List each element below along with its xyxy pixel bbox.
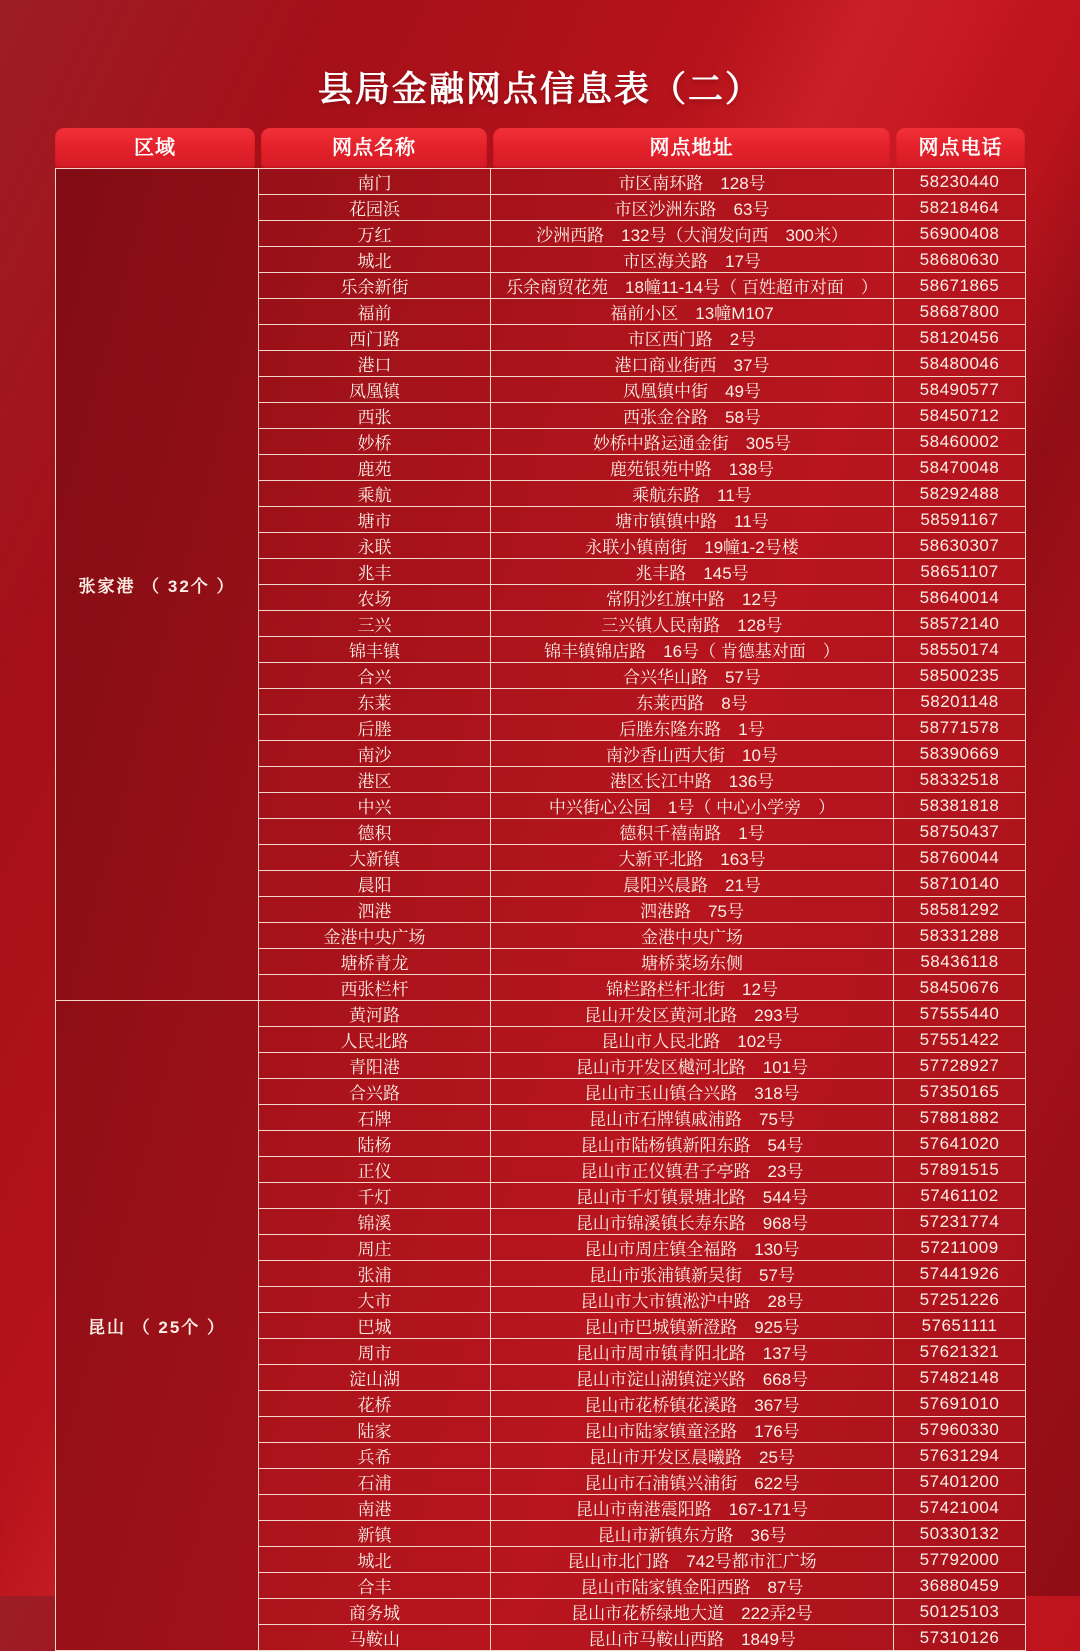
branch-name-cell: 永联 (259, 533, 491, 559)
header-branch-name: 网点名称 (261, 128, 487, 168)
branch-name-cell: 城北 (259, 247, 491, 273)
branch-address-cell: 中兴街心公园 1号（ 中心小学旁 ） (491, 793, 894, 819)
branch-phone-cell: 58581292 (894, 897, 1026, 923)
branch-address-cell: 乐余商贸花苑 18幢11-14号（ 百姓超市对面 ） (491, 273, 894, 299)
branch-name-cell: 千灯 (259, 1183, 491, 1209)
branch-name-cell: 石浦 (259, 1469, 491, 1495)
branch-phone-cell: 58500235 (894, 663, 1026, 689)
branch-phone-cell: 58760044 (894, 845, 1026, 871)
branch-phone-cell: 57621321 (894, 1339, 1026, 1365)
branch-name-cell: 兆丰 (259, 559, 491, 585)
branch-name-cell: 花园浜 (259, 195, 491, 221)
branch-phone-cell: 50125103 (894, 1599, 1026, 1625)
branch-phone-cell: 57231774 (894, 1209, 1026, 1235)
branch-info-table (55, 128, 1025, 1651)
branch-name-cell: 城北 (259, 1547, 491, 1573)
branch-name-cell: 港口 (259, 351, 491, 377)
branch-name-cell: 合丰 (259, 1573, 491, 1599)
branch-name-cell: 塘桥青龙 (259, 949, 491, 975)
branch-phone-cell: 58436118 (894, 949, 1026, 975)
branch-address-cell: 昆山市正仪镇君子亭路 23号 (491, 1157, 894, 1183)
branch-name-cell: 合兴路 (259, 1079, 491, 1105)
branch-address-cell: 市区海关路 17号 (491, 247, 894, 273)
branch-address-cell: 妙桥中路运通金街 305号 (491, 429, 894, 455)
branch-phone-cell: 58332518 (894, 767, 1026, 793)
branch-address-cell: 昆山市人民北路 102号 (491, 1027, 894, 1053)
branch-name-cell: 周市 (259, 1339, 491, 1365)
branch-address-cell: 东莱西路 8号 (491, 689, 894, 715)
branch-phone-cell: 57960330 (894, 1417, 1026, 1443)
branch-address-cell: 港区长江中路 136号 (491, 767, 894, 793)
branch-name-cell: 马鞍山 (259, 1625, 491, 1651)
header-branch-address: 网点地址 (493, 128, 890, 168)
branch-name-cell: 南门 (259, 169, 491, 195)
branch-address-cell: 泗港路 75号 (491, 897, 894, 923)
branch-phone-cell: 36880459 (894, 1573, 1026, 1599)
branch-phone-cell: 58292488 (894, 481, 1026, 507)
branch-address-cell: 大新平北路 163号 (491, 845, 894, 871)
branch-name-cell: 德积 (259, 819, 491, 845)
branch-address-cell: 塘市镇镇中路 11号 (491, 507, 894, 533)
region-cell: 张家港 （ 32个 ） (56, 169, 259, 1001)
branch-name-cell: 泗港 (259, 897, 491, 923)
branch-name-cell: 凤凰镇 (259, 377, 491, 403)
branch-name-cell: 合兴 (259, 663, 491, 689)
branch-address-cell: 昆山市淀山湖镇淀兴路 668号 (491, 1365, 894, 1391)
branch-address-cell: 昆山市周市镇青阳北路 137号 (491, 1339, 894, 1365)
branch-phone-cell: 58771578 (894, 715, 1026, 741)
branch-address-cell: 昆山市张浦镇新吴街 57号 (491, 1261, 894, 1287)
branch-name-cell: 东莱 (259, 689, 491, 715)
branch-name-cell: 中兴 (259, 793, 491, 819)
branch-name-cell: 乘航 (259, 481, 491, 507)
branch-phone-cell: 58671865 (894, 273, 1026, 299)
branch-address-cell: 乘航东路 11号 (491, 481, 894, 507)
branch-phone-cell: 58710140 (894, 871, 1026, 897)
page-title: 县局金融网点信息表（二） (317, 70, 762, 109)
branch-name-cell: 南沙 (259, 741, 491, 767)
header-region: 区域 (55, 128, 255, 168)
branch-name-cell: 青阳港 (259, 1053, 491, 1079)
branch-address-cell: 昆山市锦溪镇长寿东路 968号 (491, 1209, 894, 1235)
branch-name-cell: 巴城 (259, 1313, 491, 1339)
branch-name-cell: 鹿苑 (259, 455, 491, 481)
branch-name-cell: 农场 (259, 585, 491, 611)
branch-name-cell: 正仪 (259, 1157, 491, 1183)
branch-address-cell: 南沙香山西大街 10号 (491, 741, 894, 767)
branch-address-cell: 三兴镇人民南路 128号 (491, 611, 894, 637)
branch-address-cell: 昆山市开发区晨曦路 25号 (491, 1443, 894, 1469)
branch-address-cell: 常阴沙红旗中路 12号 (491, 585, 894, 611)
branch-address-cell: 德积千禧南路 1号 (491, 819, 894, 845)
branch-name-cell: 乐余新街 (259, 273, 491, 299)
branch-name-cell: 淀山湖 (259, 1365, 491, 1391)
branch-address-cell: 晨阳兴晨路 21号 (491, 871, 894, 897)
branch-phone-cell: 57641020 (894, 1131, 1026, 1157)
branch-phone-cell: 58572140 (894, 611, 1026, 637)
table-row (56, 169, 1026, 195)
branch-name-cell: 周庄 (259, 1235, 491, 1261)
branch-phone-cell: 57728927 (894, 1053, 1026, 1079)
branch-address-cell: 沙洲西路 132号（大润发向西 300米） (491, 221, 894, 247)
branch-address-cell: 昆山市开发区樾河北路 101号 (491, 1053, 894, 1079)
table-grid (55, 168, 1026, 1651)
branch-phone-cell: 57251226 (894, 1287, 1026, 1313)
branch-phone-cell: 57310126 (894, 1625, 1026, 1651)
branch-name-cell: 商务城 (259, 1599, 491, 1625)
branch-name-cell: 西张栏杆 (259, 975, 491, 1001)
branch-address-cell: 昆山市南港震阳路 167-171号 (491, 1495, 894, 1521)
branch-address-cell: 市区西门路 2号 (491, 325, 894, 351)
branch-address-cell: 塘桥菜场东侧 (491, 949, 894, 975)
branch-phone-cell: 58450712 (894, 403, 1026, 429)
branch-phone-cell: 58651107 (894, 559, 1026, 585)
branch-address-cell: 市区南环路 128号 (491, 169, 894, 195)
branch-address-cell: 昆山市千灯镇景塘北路 544号 (491, 1183, 894, 1209)
branch-phone-cell: 58750437 (894, 819, 1026, 845)
branch-name-cell: 塘市 (259, 507, 491, 533)
branch-address-cell: 昆山市石牌镇戚浦路 75号 (491, 1105, 894, 1131)
table-row (56, 1001, 1026, 1027)
branch-name-cell: 南港 (259, 1495, 491, 1521)
branch-name-cell: 西张 (259, 403, 491, 429)
branch-phone-cell: 58230440 (894, 169, 1026, 195)
branch-name-cell: 新镇 (259, 1521, 491, 1547)
branch-name-cell: 万红 (259, 221, 491, 247)
branch-phone-cell: 57211009 (894, 1235, 1026, 1261)
branch-phone-cell: 58550174 (894, 637, 1026, 663)
branch-phone-cell: 57631294 (894, 1443, 1026, 1469)
branch-phone-cell: 57482148 (894, 1365, 1026, 1391)
table-header-row (55, 128, 1025, 168)
branch-phone-cell: 57881882 (894, 1105, 1026, 1131)
branch-phone-cell: 57401200 (894, 1469, 1026, 1495)
branch-phone-cell: 58450676 (894, 975, 1026, 1001)
branch-name-cell: 后塍 (259, 715, 491, 741)
branch-phone-cell: 58480046 (894, 351, 1026, 377)
branch-address-cell: 合兴华山路 57号 (491, 663, 894, 689)
branch-phone-cell: 57421004 (894, 1495, 1026, 1521)
header-branch-phone: 网点电话 (896, 128, 1025, 168)
branch-phone-cell: 57441926 (894, 1261, 1026, 1287)
branch-address-cell: 后塍东隆东路 1号 (491, 715, 894, 741)
branch-phone-cell: 58470048 (894, 455, 1026, 481)
branch-address-cell: 永联小镇南街 19幢1-2号楼 (491, 533, 894, 559)
branch-phone-cell: 58490577 (894, 377, 1026, 403)
branch-name-cell: 港区 (259, 767, 491, 793)
branch-name-cell: 陆家 (259, 1417, 491, 1443)
branch-phone-cell: 57691010 (894, 1391, 1026, 1417)
branch-address-cell: 凤凰镇中街 49号 (491, 377, 894, 403)
branch-name-cell: 人民北路 (259, 1027, 491, 1053)
branch-name-cell: 锦溪 (259, 1209, 491, 1235)
branch-name-cell: 石牌 (259, 1105, 491, 1131)
branch-name-cell: 大市 (259, 1287, 491, 1313)
branch-phone-cell: 58630307 (894, 533, 1026, 559)
branch-name-cell: 兵希 (259, 1443, 491, 1469)
branch-phone-cell: 58680630 (894, 247, 1026, 273)
branch-address-cell: 市区沙洲东路 63号 (491, 195, 894, 221)
branch-address-cell: 昆山市花桥绿地大道 222弄2号 (491, 1599, 894, 1625)
branch-address-cell: 昆山市新镇东方路 36号 (491, 1521, 894, 1547)
branch-phone-cell: 58390669 (894, 741, 1026, 767)
branch-name-cell: 西门路 (259, 325, 491, 351)
branch-phone-cell: 58381818 (894, 793, 1026, 819)
branch-phone-cell: 58120456 (894, 325, 1026, 351)
branch-address-cell: 金港中央广场 (491, 923, 894, 949)
branch-name-cell: 花桥 (259, 1391, 491, 1417)
branch-phone-cell: 57555440 (894, 1001, 1026, 1027)
branch-name-cell: 张浦 (259, 1261, 491, 1287)
branch-name-cell: 锦丰镇 (259, 637, 491, 663)
branch-address-cell: 昆山市大市镇淞沪中路 28号 (491, 1287, 894, 1313)
branch-address-cell: 昆山市马鞍山西路 1849号 (491, 1625, 894, 1651)
branch-phone-cell: 56900408 (894, 221, 1026, 247)
branch-address-cell: 昆山开发区黄河北路 293号 (491, 1001, 894, 1027)
region-cell: 昆山 （ 25个 ） (56, 1001, 259, 1651)
branch-address-cell: 锦栏路栏杆北街 12号 (491, 975, 894, 1001)
branch-phone-cell: 57461102 (894, 1183, 1026, 1209)
branch-phone-cell: 58591167 (894, 507, 1026, 533)
branch-address-cell: 昆山市陆家镇童泾路 176号 (491, 1417, 894, 1443)
branch-address-cell: 昆山市陆杨镇新阳东路 54号 (491, 1131, 894, 1157)
branch-name-cell: 大新镇 (259, 845, 491, 871)
branch-address-cell: 昆山市石浦镇兴浦街 622号 (491, 1469, 894, 1495)
branch-address-cell: 港口商业街西 37号 (491, 351, 894, 377)
branch-address-cell: 昆山市花桥镇花溪路 367号 (491, 1391, 894, 1417)
branch-address-cell: 兆丰路 145号 (491, 559, 894, 585)
branch-name-cell: 三兴 (259, 611, 491, 637)
branch-name-cell: 陆杨 (259, 1131, 491, 1157)
table-body (56, 169, 1026, 1651)
branch-phone-cell: 58201148 (894, 689, 1026, 715)
branch-phone-cell: 58218464 (894, 195, 1026, 221)
branch-name-cell: 黄河路 (259, 1001, 491, 1027)
branch-name-cell: 金港中央广场 (259, 923, 491, 949)
branch-phone-cell: 57651111 (894, 1313, 1026, 1339)
branch-name-cell: 福前 (259, 299, 491, 325)
branch-address-cell: 昆山市陆家镇金阳西路 87号 (491, 1573, 894, 1599)
branch-address-cell: 昆山市玉山镇合兴路 318号 (491, 1079, 894, 1105)
branch-phone-cell: 57350165 (894, 1079, 1026, 1105)
branch-phone-cell: 50330132 (894, 1521, 1026, 1547)
branch-phone-cell: 58687800 (894, 299, 1026, 325)
branch-name-cell: 晨阳 (259, 871, 491, 897)
branch-address-cell: 鹿苑银苑中路 138号 (491, 455, 894, 481)
branch-phone-cell: 58640014 (894, 585, 1026, 611)
branch-address-cell: 昆山市北门路 742号都市汇广场 (491, 1547, 894, 1573)
branch-address-cell: 西张金谷路 58号 (491, 403, 894, 429)
branch-phone-cell: 58460002 (894, 429, 1026, 455)
branch-name-cell: 妙桥 (259, 429, 491, 455)
branch-address-cell: 昆山市巴城镇新澄路 925号 (491, 1313, 894, 1339)
branch-phone-cell: 58331288 (894, 923, 1026, 949)
branch-address-cell: 锦丰镇锦店路 16号（ 肯德基对面 ） (491, 637, 894, 663)
branch-phone-cell: 57792000 (894, 1547, 1026, 1573)
branch-phone-cell: 57551422 (894, 1027, 1026, 1053)
branch-phone-cell: 57891515 (894, 1157, 1026, 1183)
branch-address-cell: 福前小区 13幢M107 (491, 299, 894, 325)
branch-address-cell: 昆山市周庄镇全福路 130号 (491, 1235, 894, 1261)
